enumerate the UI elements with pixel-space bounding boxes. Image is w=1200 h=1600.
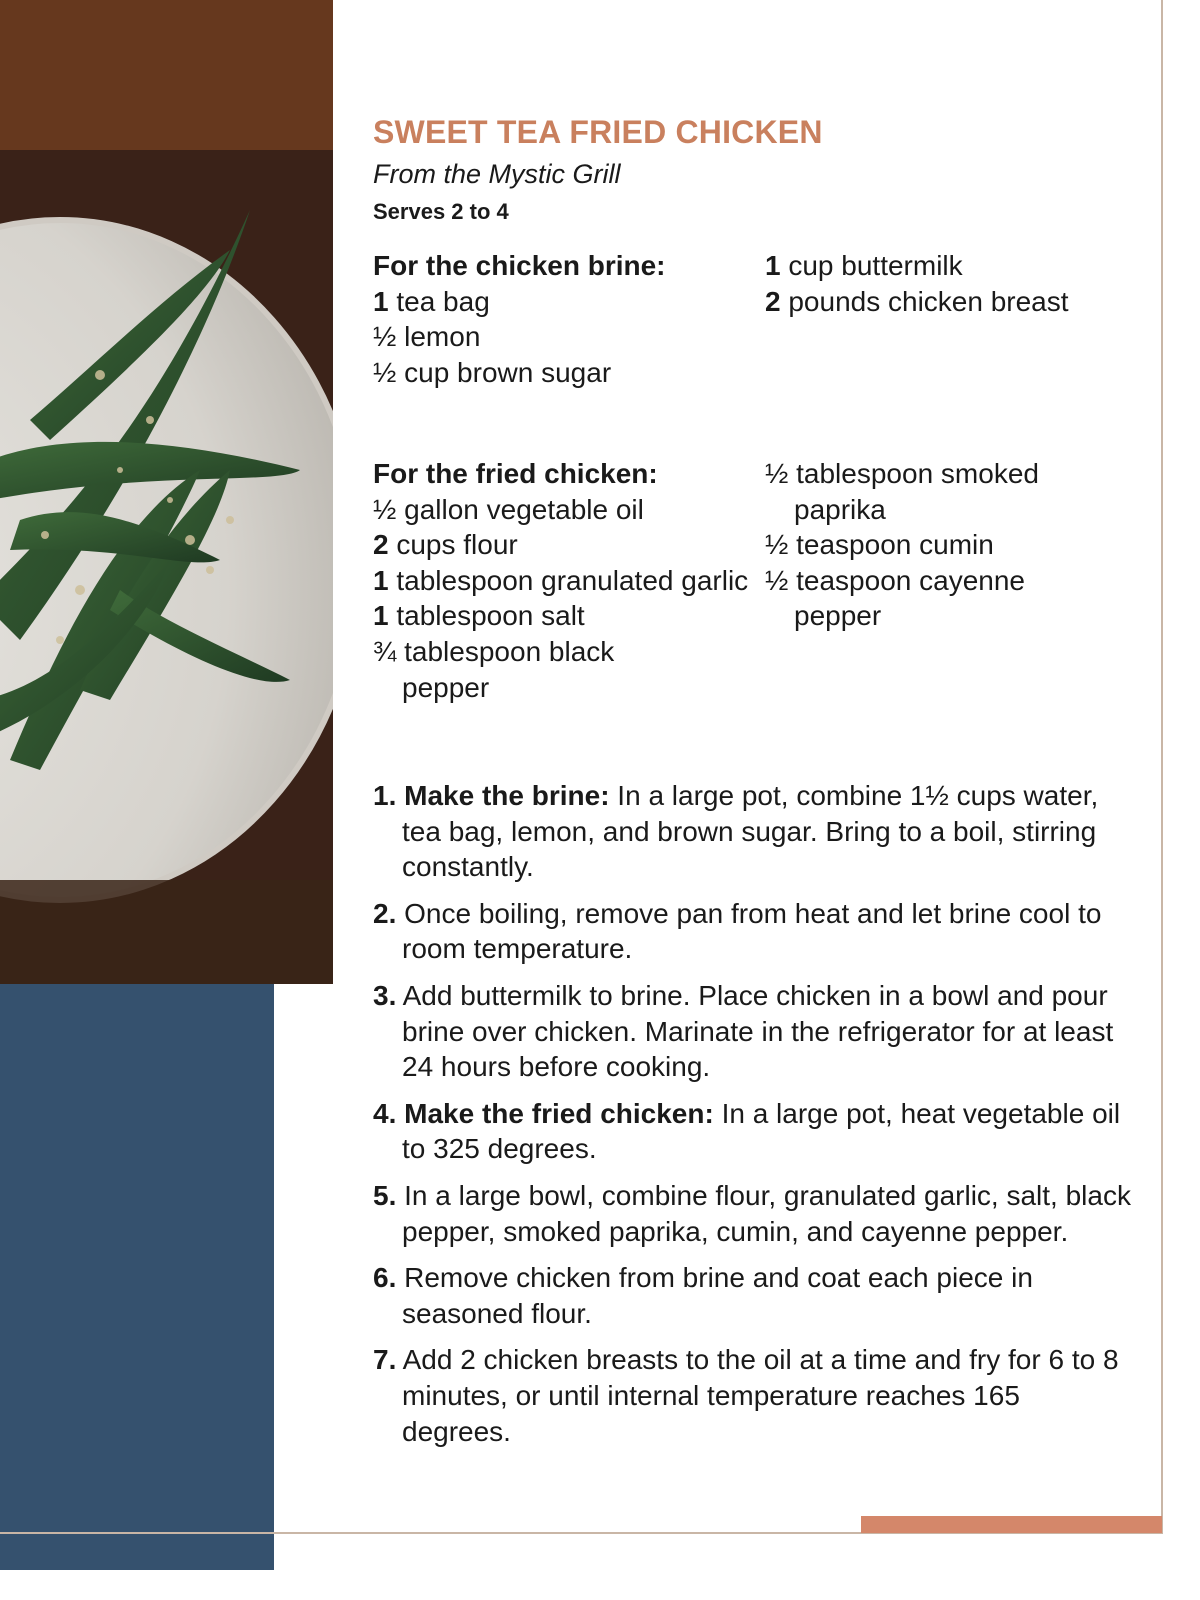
navy-color-block xyxy=(0,984,274,1570)
instruction-step: 3. Add buttermilk to brine. Place chicken in a bowl and pour brine over chicken. Marinate in the refrigerator for at least 24 hours before cooking. xyxy=(373,979,1114,1083)
ingredient-line: 1 cup buttermilk xyxy=(765,250,963,281)
brine-right-column xyxy=(765,248,1133,390)
instruction-step: 6. Remove chicken from brine and coat each piece in seasoned flour. xyxy=(373,1262,1033,1329)
ingredient-line: ½ gallon vegetable oil xyxy=(373,493,644,525)
right-border-rule xyxy=(1161,0,1163,1533)
fried-left-column xyxy=(373,456,765,705)
recipe-content xyxy=(373,108,1133,1447)
recipe-source: From the Mystic Grill xyxy=(373,159,621,189)
ingredient-line: ½ teaspoon cayenne pepper xyxy=(765,564,1025,632)
instruction-step: 2. Once boiling, remove pan from heat and let brine cool to room temperature. xyxy=(373,897,1102,965)
ingredient-line: 2 cups flour xyxy=(373,529,518,561)
instruction-step: 1. Make the brine: In a large pot, combine 1½ cups water, tea bag, lemon, and brown sugar. Bring to a boil, stirring constantly. xyxy=(373,780,1099,883)
ingredient-line: ½ tablespoon smoked paprika xyxy=(765,458,1039,525)
instruction-step: 7. Add 2 chicken breasts to the oil at a time and fry for 6 to 8 minutes, or until internal temperature reaches 165 degrees. xyxy=(373,1344,1119,1447)
ingredient-line: ½ cup brown sugar xyxy=(373,356,612,388)
instructions-list xyxy=(373,778,1133,1460)
fried-right-column xyxy=(765,456,1133,705)
ingredient-line: ¾ tablespoon black pepper xyxy=(373,635,615,703)
green-beans-photo xyxy=(0,0,333,984)
instruction-step: 4. Make the fried chicken: In a large pot, heat vegetable oil to 325 degrees. xyxy=(373,1097,1121,1165)
orange-accent-bar xyxy=(861,1516,1162,1533)
brine-left-column xyxy=(373,248,765,390)
instruction-step: 5. In a large bowl, combine flour, granulated garlic, salt, black pepper, smoked paprika, cumin, and cayenne pepper. xyxy=(373,1179,1131,1247)
brine-heading: For the chicken brine: xyxy=(373,250,666,281)
brine-ingredients xyxy=(373,248,1133,390)
ingredient-line: 1 tablespoon granulated garlic xyxy=(373,564,749,596)
recipe-serves: Serves 2 to 4 xyxy=(373,199,509,224)
fried-ingredients xyxy=(373,456,1133,705)
fried-heading: For the fried chicken: xyxy=(373,458,658,489)
ingredient-line: 2 pounds chicken breast xyxy=(765,285,1069,317)
ingredient-line: 1 tea bag xyxy=(373,285,490,317)
ingredient-line: ½ teaspoon cumin xyxy=(765,529,994,561)
ingredient-line: 1 tablespoon salt xyxy=(373,600,585,632)
recipe-title: SWEET TEA FRIED CHICKEN xyxy=(373,114,823,150)
ingredient-line: ½ lemon xyxy=(373,321,481,353)
